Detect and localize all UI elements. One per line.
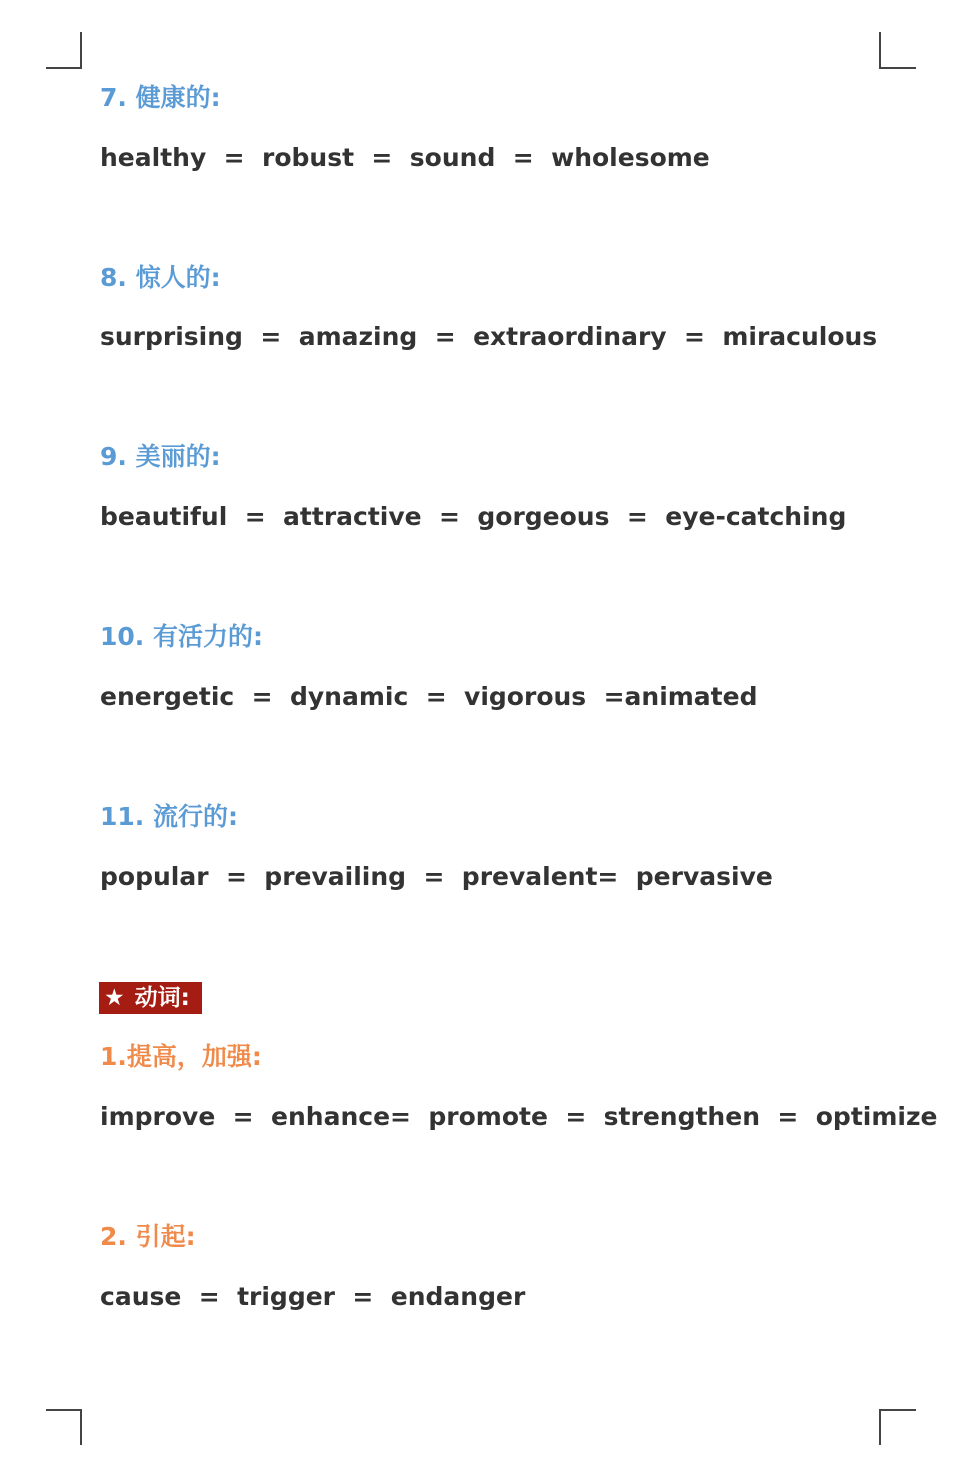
star-icon: ★ (104, 985, 125, 1011)
verb-section-badge (99, 982, 202, 1014)
synonym-line-cause: cause = trigger = endanger (100, 1282, 526, 1311)
entry-heading-energetic: 10. 有活力的: (100, 622, 263, 651)
crop-mark-bottom-right-vertical (879, 1409, 881, 1445)
synonym-line-beautiful: beautiful = attractive = gorgeous = eye-catching (100, 502, 847, 531)
entry-heading-popular: 11. 流行的: (100, 802, 238, 831)
entry-heading-beautiful: 9. 美丽的: (100, 442, 221, 471)
synonym-line-surprising: surprising = amazing = extraordinary = miraculous (100, 322, 878, 351)
verb-section-label: 动词: (134, 985, 190, 1011)
crop-mark-bottom-right-horizontal (879, 1409, 916, 1411)
crop-mark-top-left-horizontal (46, 67, 82, 69)
entry-heading-surprising: 8. 惊人的: (100, 263, 221, 292)
crop-mark-top-right-vertical (879, 32, 881, 68)
synonym-line-popular: popular = prevailing = prevalent= pervasive (100, 862, 773, 891)
entry-heading-healthy: 7. 健康的: (100, 83, 221, 112)
crop-mark-top-right-horizontal (879, 67, 916, 69)
entry-heading-cause: 2. 引起: (100, 1222, 196, 1251)
crop-mark-top-left-vertical (80, 32, 82, 68)
synonym-line-healthy: healthy = robust = sound = wholesome (100, 143, 710, 172)
crop-mark-bottom-left-vertical (80, 1409, 82, 1445)
entry-heading-improve: 1.提高，加强: (100, 1042, 262, 1071)
crop-mark-bottom-left-horizontal (46, 1409, 82, 1411)
synonym-line-improve: improve = enhance= promote = strengthen = optimize (100, 1102, 938, 1131)
synonym-line-energetic: energetic = dynamic = vigorous =animated (100, 682, 758, 711)
